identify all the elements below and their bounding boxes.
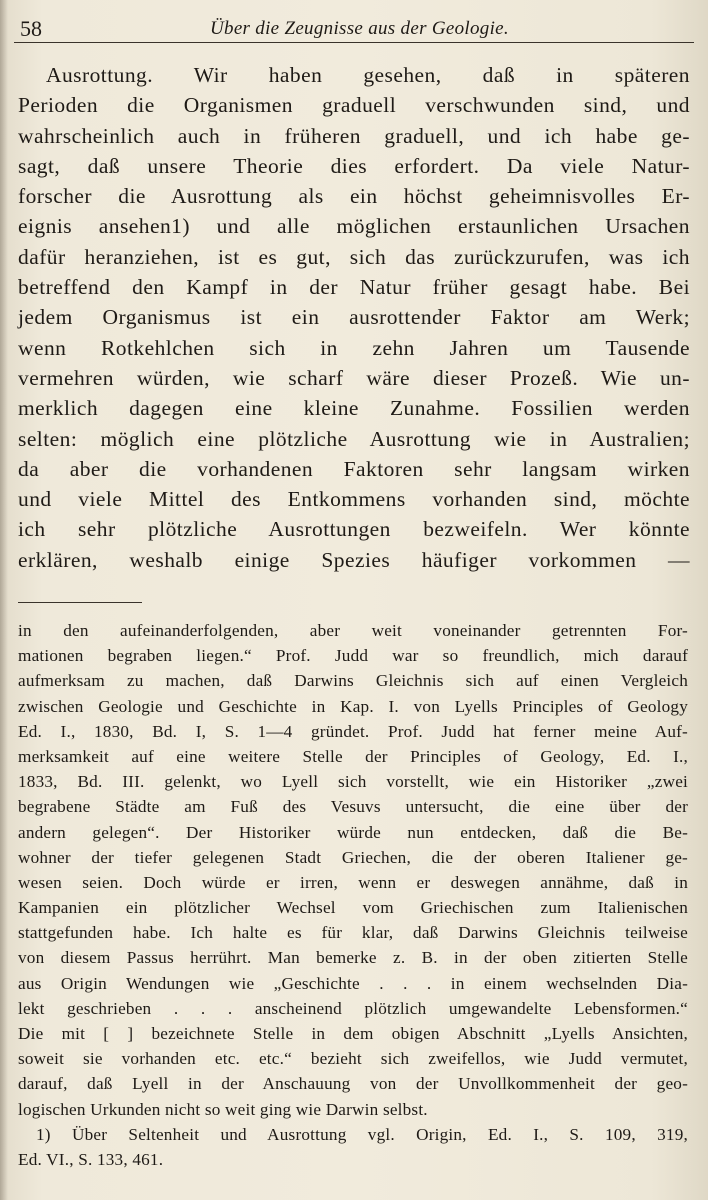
footnote-line: stattgefunden habe. Ich halte es für klar, daß Darwins Gleichnis teilweise: [18, 923, 688, 943]
text-line: eignis ansehen1) und alle möglichen erstaunlichen Ursachen: [18, 214, 690, 239]
main-paragraph: [18, 60, 690, 575]
text-line: da aber die vorhandenen Faktoren sehr langsam wirken: [18, 456, 690, 481]
text-line: jedem Organismus ist ein ausrottender Faktor am Werk;: [18, 305, 690, 330]
text-line: Perioden die Organismen graduell verschwunden sind, und: [18, 93, 690, 118]
footnote-line: soweit sie vorhanden etc. etc.“ bezieht sich zweifellos, wie Judd vermutet,: [18, 1049, 688, 1069]
footnote-line: Kampanien ein plötzlicher Wechsel vom Griechischen zum Italienischen: [18, 898, 688, 918]
text-line: wahrscheinlich auch in früheren graduell, und ich habe ge-: [18, 123, 690, 148]
footnote-line: lekt geschrieben . . . anscheinend plötzlich umgewandelte Lebensformen.“: [18, 998, 688, 1018]
text-line: und viele Mittel des Entkommens vorhanden sind, möchte: [18, 487, 690, 512]
footnote-line: merksamkeit auf eine weitere Stelle der Principles of Geology, Ed. I.,: [18, 746, 688, 766]
text-line: selten: möglich eine plötzliche Ausrottung wie in Australien;: [18, 426, 690, 451]
text-line: vermehren würden, wie scharf wäre dieser Prozeß. Wie un-: [18, 365, 690, 390]
text-line: merklich dagegen eine kleine Zunahme. Fossilien werden: [18, 396, 690, 421]
footnote-line: aus Origin Wendungen wie „Geschichte . . . in einem wechselnden Dia-: [18, 973, 688, 993]
footnote-separator: [18, 602, 142, 603]
text-line: wenn Rotkehlchen sich in zehn Jahren um Tausende: [18, 335, 690, 360]
footnote-line: begrabene Städte am Fuß des Vesuvs untersucht, die eine über der: [18, 797, 688, 817]
binding-shadow: [0, 0, 8, 1200]
footnote-line: Die mit [ ] bezeichnete Stelle in dem obigen Abschnitt „Lyells Ansichten,: [18, 1024, 688, 1043]
footnote-block: [18, 618, 688, 1172]
text-line: sagt, daß unsere Theorie dies erfordert. Da viele Natur-: [18, 153, 690, 178]
footnote-line: in den aufeinanderfolgenden, aber weit voneinander getrennten For-: [18, 621, 688, 640]
footnote-line: zwischen Geologie und Geschichte in Kap. I. von Lyells Principles of Geology: [18, 696, 688, 716]
running-title: Über die Zeugnisse aus der Geologie.: [210, 18, 509, 39]
footnote-line: wohner der tiefer gelegenen Stadt Griechen, die der oberen Italiener ge-: [18, 847, 688, 867]
footnote-line: darauf, daß Lyell in der Anschauung von der Unvollkommenheit der geo-: [18, 1074, 688, 1094]
footnote-line: 1833, Bd. III. gelenkt, wo Lyell sich vorstellt, wie ein Historiker „zwei: [18, 772, 688, 792]
text-line: dafür heranziehen, ist es gut, sich das zurückzurufen, was ich: [18, 244, 690, 269]
footnote-line: wesen seien. Doch würde er irren, wenn er deswegen annähme, daß in: [18, 872, 688, 892]
page-number: 58: [20, 16, 42, 41]
footnote-1-continued: Ed. VI., S. 133, 461.: [18, 1149, 164, 1169]
page-header: [14, 10, 694, 44]
text-line: forscher die Ausrottung als ein höchst geheimnisvolles Er-: [18, 184, 690, 209]
footnote-line: von diesem Passus herrührt. Man bemerke z. B. in der oben zitierten Stelle: [18, 948, 688, 968]
footnote-1: 1) Über Seltenheit und Ausrottung vgl. Origin, Ed. I., S. 109, 319,: [36, 1124, 688, 1144]
text-line: Ausrottung. Wir haben gesehen, daß in späteren: [46, 63, 690, 87]
footnote-line: aufmerksam zu machen, daß Darwins Gleichnis sich auf einen Vergleich: [18, 671, 688, 691]
footnote-line: mationen begraben liegen.“ Prof. Judd war so freundlich, mich darauf: [18, 646, 688, 666]
text-line: ich sehr plötzliche Ausrottungen bezweifeln. Wer könnte: [18, 517, 690, 542]
footnote-line: andern gelegen“. Der Historiker würde nun entdecken, daß die Be-: [18, 822, 688, 842]
footnote-line: Ed. I., 1830, Bd. I, S. 1—4 gründet. Prof. Judd hat ferner meine Auf-: [18, 721, 688, 741]
header-rule: [14, 42, 694, 43]
footnote-line: logischen Urkunden nicht so weit ging wie Darwin selbst.: [18, 1099, 428, 1119]
text-line: betreffend den Kampf in der Natur früher gesagt habe. Bei: [18, 275, 690, 300]
text-line: erklären, weshalb einige Spezies häufiger vorkommen —: [18, 547, 690, 572]
